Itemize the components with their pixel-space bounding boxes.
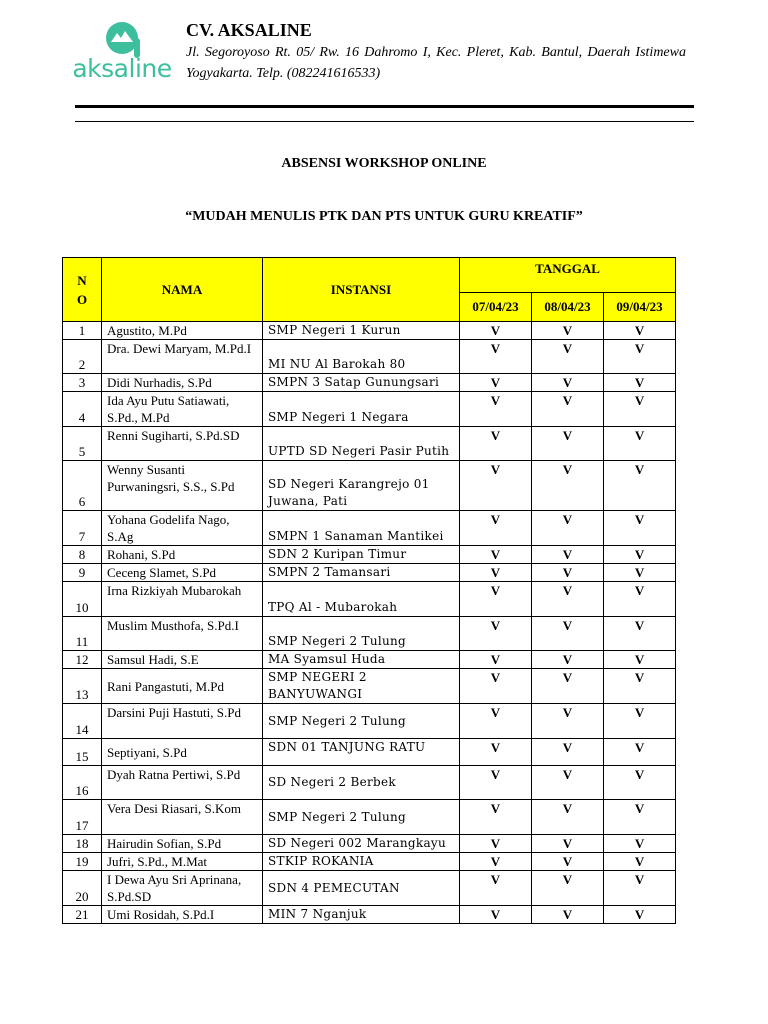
attendance-mark: V bbox=[604, 906, 676, 924]
attendance-mark: V bbox=[604, 835, 676, 853]
table-row bbox=[63, 871, 676, 906]
company-address: Jl. Segoroyoso Rt. 05/ Rw. 16 Dahromo I, Kec. Pleret, Kab. Bantul, Daerah Istimewa Yogyakarta. Telp. (082241616533) bbox=[186, 45, 686, 81]
row-number: 4 bbox=[63, 392, 102, 427]
table-row bbox=[63, 617, 676, 651]
document-title: ABSENSI WORKSHOP ONLINE bbox=[281, 156, 487, 171]
header-rule-thick bbox=[75, 105, 694, 108]
company-logo bbox=[62, 20, 182, 84]
attendance-mark: V bbox=[604, 427, 676, 461]
row-number: 11 bbox=[63, 617, 102, 651]
attendance-mark: V bbox=[460, 766, 532, 800]
table-row bbox=[63, 392, 676, 427]
attendance-mark: V bbox=[460, 374, 532, 392]
participant-institution: SDN 01 TANJUNG RATU bbox=[263, 739, 460, 766]
attendance-mark: V bbox=[604, 340, 676, 374]
attendance-mark: V bbox=[532, 564, 604, 582]
attendance-mark: V bbox=[604, 669, 676, 704]
participant-institution: SD Negeri Karangrejo 01 Juwana, Pati bbox=[263, 461, 460, 511]
attendance-mark: V bbox=[532, 340, 604, 374]
document-subtitle: “MUDAH MENULIS PTK DAN PTS UNTUK GURU KREATIF” bbox=[185, 209, 583, 224]
attendance-mark: V bbox=[532, 800, 604, 835]
participant-institution: SMP Negeri 2 Tulung bbox=[263, 617, 460, 651]
participant-institution: UPTD SD Negeri Pasir Putih bbox=[263, 427, 460, 461]
attendance-mark: V bbox=[460, 651, 532, 669]
participant-institution: SMPN 3 Satap Gunungsari bbox=[263, 374, 460, 392]
row-number: 9 bbox=[63, 564, 102, 582]
participant-name: I Dewa Ayu Sri Aprinana, S.Pd.SD bbox=[102, 871, 263, 906]
row-number: 21 bbox=[63, 906, 102, 924]
attendance-mark: V bbox=[604, 511, 676, 546]
table-row bbox=[63, 427, 676, 461]
participant-institution: SMP NEGERI 2 BANYUWANGI bbox=[263, 669, 460, 704]
row-number: 2 bbox=[63, 340, 102, 374]
attendance-mark: V bbox=[604, 374, 676, 392]
attendance-mark: V bbox=[532, 374, 604, 392]
attendance-mark: V bbox=[532, 461, 604, 511]
attendance-mark: V bbox=[460, 617, 532, 651]
participant-institution: SMP Negeri 2 Tulung bbox=[263, 704, 460, 739]
participant-institution: MA Syamsul Huda bbox=[263, 651, 460, 669]
attendance-mark: V bbox=[604, 392, 676, 427]
attendance-mark: V bbox=[460, 582, 532, 617]
attendance-mark: V bbox=[460, 392, 532, 427]
table-row bbox=[63, 651, 676, 669]
participant-institution: MIN 7 Nganjuk bbox=[263, 906, 460, 924]
attendance-mark: V bbox=[460, 546, 532, 564]
participant-name: Ida Ayu Putu Satiawati, S.Pd., M.Pd bbox=[102, 392, 263, 427]
participant-name: Jufri, S.Pd., M.Mat bbox=[102, 853, 263, 871]
attendance-mark: V bbox=[532, 427, 604, 461]
row-number: 18 bbox=[63, 835, 102, 853]
table-row bbox=[63, 461, 676, 511]
attendance-mark: V bbox=[532, 871, 604, 906]
participant-institution: SD Negeri 2 Berbek bbox=[263, 766, 460, 800]
participant-name: Muslim Musthofa, S.Pd.I bbox=[102, 617, 263, 651]
row-number: 6 bbox=[63, 461, 102, 511]
row-number: 16 bbox=[63, 766, 102, 800]
participant-name: Dyah Ratna Pertiwi, S.Pd bbox=[102, 766, 263, 800]
attendance-mark: V bbox=[532, 906, 604, 924]
attendance-mark: V bbox=[532, 739, 604, 766]
participant-name: Ceceng Slamet, S.Pd bbox=[102, 564, 263, 582]
participant-institution: SMPN 1 Sanaman Mantikei bbox=[263, 511, 460, 546]
attendance-mark: V bbox=[604, 766, 676, 800]
attendance-mark: V bbox=[604, 564, 676, 582]
attendance-mark: V bbox=[604, 800, 676, 835]
attendance-mark: V bbox=[460, 704, 532, 739]
table-row bbox=[63, 546, 676, 564]
column-header-instansi: INSTANSI bbox=[263, 258, 460, 322]
attendance-mark: V bbox=[532, 704, 604, 739]
table-row bbox=[63, 739, 676, 766]
logo-wordmark: aksaline bbox=[72, 54, 172, 83]
column-header-date: 09/04/23 bbox=[604, 293, 676, 322]
participant-name: Wenny Susanti Purwaningsri, S.S., S.Pd bbox=[102, 461, 263, 511]
table-row bbox=[63, 322, 676, 340]
attendance-mark: V bbox=[532, 582, 604, 617]
participant-institution: SDN 2 Kuripan Timur bbox=[263, 546, 460, 564]
attendance-mark: V bbox=[532, 392, 604, 427]
attendance-mark: V bbox=[460, 739, 532, 766]
participant-name: Hairudin Sofian, S.Pd bbox=[102, 835, 263, 853]
participant-name: Irna Rizkiyah Mubarokah bbox=[102, 582, 263, 617]
attendance-mark: V bbox=[604, 704, 676, 739]
attendance-mark: V bbox=[460, 322, 532, 340]
row-number: 1 bbox=[63, 322, 102, 340]
column-header-date: 07/04/23 bbox=[460, 293, 532, 322]
row-number: 5 bbox=[63, 427, 102, 461]
row-number: 12 bbox=[63, 651, 102, 669]
attendance-mark: V bbox=[460, 340, 532, 374]
row-number: 10 bbox=[63, 582, 102, 617]
row-number: 20 bbox=[63, 871, 102, 906]
table-row bbox=[63, 340, 676, 374]
attendance-mark: V bbox=[532, 853, 604, 871]
table-row bbox=[63, 906, 676, 924]
row-number: 15 bbox=[63, 739, 102, 766]
attendance-mark: V bbox=[604, 461, 676, 511]
attendance-mark: V bbox=[532, 651, 604, 669]
participant-institution: SMP Negeri 1 Kurun bbox=[263, 322, 460, 340]
attendance-mark: V bbox=[460, 871, 532, 906]
participant-institution: STKIP ROKANIA bbox=[263, 853, 460, 871]
participant-name: Yohana Godelifa Nago, S.Ag bbox=[102, 511, 263, 546]
participant-name: Renni Sugiharti, S.Pd.SD bbox=[102, 427, 263, 461]
table-row bbox=[63, 564, 676, 582]
table-row bbox=[63, 582, 676, 617]
table-row bbox=[63, 374, 676, 392]
participant-name: Dra. Dewi Maryam, M.Pd.I bbox=[102, 340, 263, 374]
table-row bbox=[63, 800, 676, 835]
attendance-mark: V bbox=[460, 835, 532, 853]
attendance-mark: V bbox=[604, 322, 676, 340]
participant-name: Umi Rosidah, S.Pd.I bbox=[102, 906, 263, 924]
table-row bbox=[63, 853, 676, 871]
participant-name: Vera Desi Riasari, S.Kom bbox=[102, 800, 263, 835]
participant-name: Rohani, S.Pd bbox=[102, 546, 263, 564]
attendance-mark: V bbox=[532, 617, 604, 651]
participant-institution: SMP Negeri 1 Negara bbox=[263, 392, 460, 427]
column-header-tanggal: TANGGAL bbox=[460, 258, 676, 293]
participant-institution: TPQ Al - Mubarokah bbox=[263, 582, 460, 617]
participant-institution: SMP Negeri 2 Tulung bbox=[263, 800, 460, 835]
table-row bbox=[63, 835, 676, 853]
participant-name: Samsul Hadi, S.E bbox=[102, 651, 263, 669]
participant-name: Darsini Puji Hastuti, S.Pd bbox=[102, 704, 263, 739]
attendance-mark: V bbox=[460, 511, 532, 546]
attendance-mark: V bbox=[532, 766, 604, 800]
row-number: 8 bbox=[63, 546, 102, 564]
participant-name: Agustito, M.Pd bbox=[102, 322, 263, 340]
header-rule-thin bbox=[75, 121, 694, 122]
attendance-table bbox=[62, 257, 676, 924]
attendance-mark: V bbox=[604, 871, 676, 906]
table-row bbox=[63, 704, 676, 739]
participant-institution: SMPN 2 Tamansari bbox=[263, 564, 460, 582]
attendance-mark: V bbox=[532, 669, 604, 704]
attendance-mark: V bbox=[532, 322, 604, 340]
attendance-mark: V bbox=[604, 739, 676, 766]
participant-name: Didi Nurhadis, S.Pd bbox=[102, 374, 263, 392]
column-header-date: 08/04/23 bbox=[532, 293, 604, 322]
attendance-mark: V bbox=[460, 800, 532, 835]
attendance-mark: V bbox=[460, 564, 532, 582]
participant-institution: SD Negeri 002 Marangkayu bbox=[263, 835, 460, 853]
table-row bbox=[63, 511, 676, 546]
attendance-mark: V bbox=[460, 906, 532, 924]
attendance-mark: V bbox=[532, 835, 604, 853]
row-number: 7 bbox=[63, 511, 102, 546]
table-row bbox=[63, 669, 676, 704]
column-header-no: N O bbox=[63, 258, 102, 322]
attendance-mark: V bbox=[532, 511, 604, 546]
attendance-mark: V bbox=[604, 853, 676, 871]
attendance-mark: V bbox=[460, 461, 532, 511]
participant-name: Rani Pangastuti, M.Pd bbox=[102, 669, 263, 704]
attendance-mark: V bbox=[604, 546, 676, 564]
row-number: 17 bbox=[63, 800, 102, 835]
attendance-mark: V bbox=[604, 617, 676, 651]
participant-institution: MI NU Al Barokah 80 bbox=[263, 340, 460, 374]
attendance-mark: V bbox=[460, 853, 532, 871]
row-number: 3 bbox=[63, 374, 102, 392]
participant-institution: SDN 4 PEMECUTAN bbox=[263, 871, 460, 906]
table-row bbox=[63, 766, 676, 800]
row-number: 19 bbox=[63, 853, 102, 871]
attendance-mark: V bbox=[460, 427, 532, 461]
row-number: 14 bbox=[63, 704, 102, 739]
attendance-mark: V bbox=[532, 546, 604, 564]
company-name: CV. AKSALINE bbox=[186, 20, 312, 40]
attendance-mark: V bbox=[604, 582, 676, 617]
column-header-nama: NAMA bbox=[102, 258, 263, 322]
row-number: 13 bbox=[63, 669, 102, 704]
attendance-mark: V bbox=[460, 669, 532, 704]
attendance-mark: V bbox=[604, 651, 676, 669]
participant-name: Septiyani, S.Pd bbox=[102, 739, 263, 766]
